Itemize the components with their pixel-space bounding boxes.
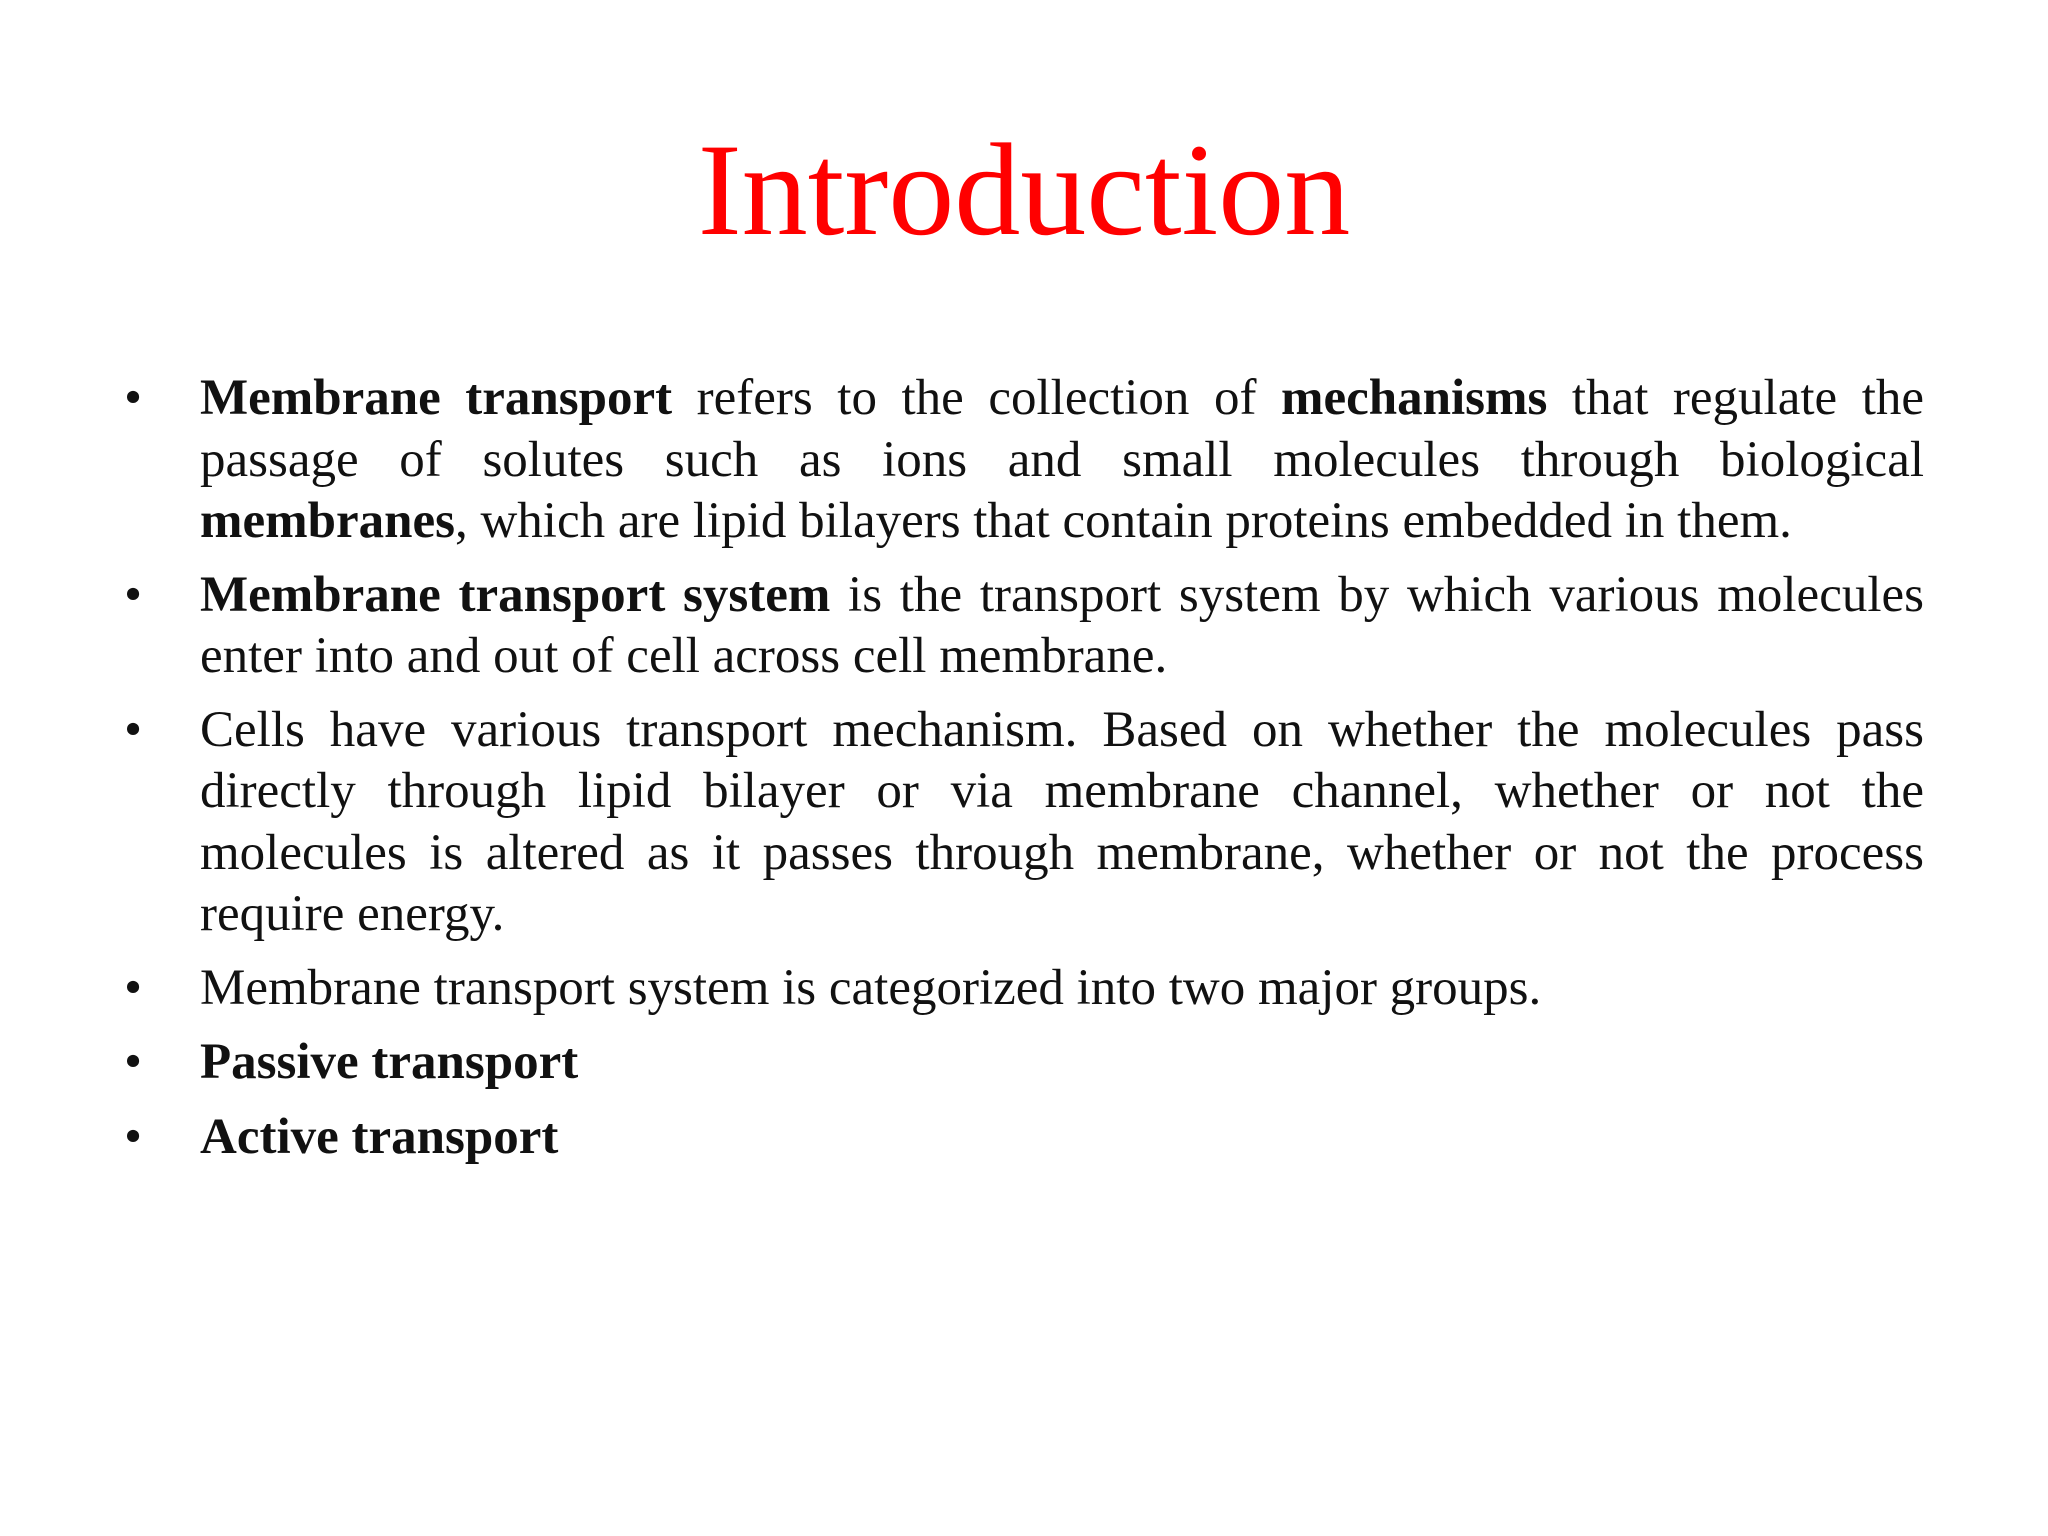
bullet-dot: • bbox=[124, 959, 142, 1016]
slide-title: Introduction bbox=[697, 116, 1351, 263]
bullet-dot: • bbox=[124, 566, 142, 623]
bullet-item bbox=[118, 368, 1924, 553]
bullet-dot: • bbox=[124, 370, 142, 426]
bullet-dot: • bbox=[124, 701, 142, 758]
bold-term: Membrane transport bbox=[200, 370, 673, 426]
bullet-text bbox=[200, 370, 1924, 549]
bullet-list bbox=[118, 368, 1924, 1181]
text-run: is the transport system by which various molecules enter into and out of cell across cell membrane. bbox=[200, 566, 1924, 684]
bold-term: Active transport bbox=[200, 1108, 559, 1165]
bold-term: membranes bbox=[200, 493, 455, 549]
bullet-dot: • bbox=[124, 1108, 142, 1165]
text-run: , which are lipid bilayers that contain proteins embedded in them. bbox=[454, 493, 1792, 549]
bullet-dot: • bbox=[124, 1034, 142, 1090]
bullet-item bbox=[118, 958, 1924, 1020]
bullet-item bbox=[118, 700, 1924, 946]
bullet-text: Membrane transport system is categorized into two major groups. bbox=[200, 959, 1542, 1016]
text-run: that regulate the passage of solutes such as ions and small molecules through biological bbox=[200, 370, 1925, 488]
bullet-item bbox=[118, 565, 1924, 688]
text-run: refers to the collection of bbox=[672, 370, 1282, 426]
bullet-text bbox=[200, 567, 1924, 685]
bold-term: Membrane transport system bbox=[200, 566, 831, 623]
bold-term: Passive transport bbox=[200, 1034, 579, 1090]
bold-term: mechanisms bbox=[1281, 370, 1548, 426]
bullet-item bbox=[118, 1107, 1924, 1169]
bullet-text: Cells have various transport mechanism. Based on whether the molecules pass directly through lipid bilayer or via membrane channel, whether or not the molecules is altered as it passes through membrane, whether or not the process require energy. bbox=[200, 701, 1924, 942]
bullet-item bbox=[118, 1032, 1924, 1094]
